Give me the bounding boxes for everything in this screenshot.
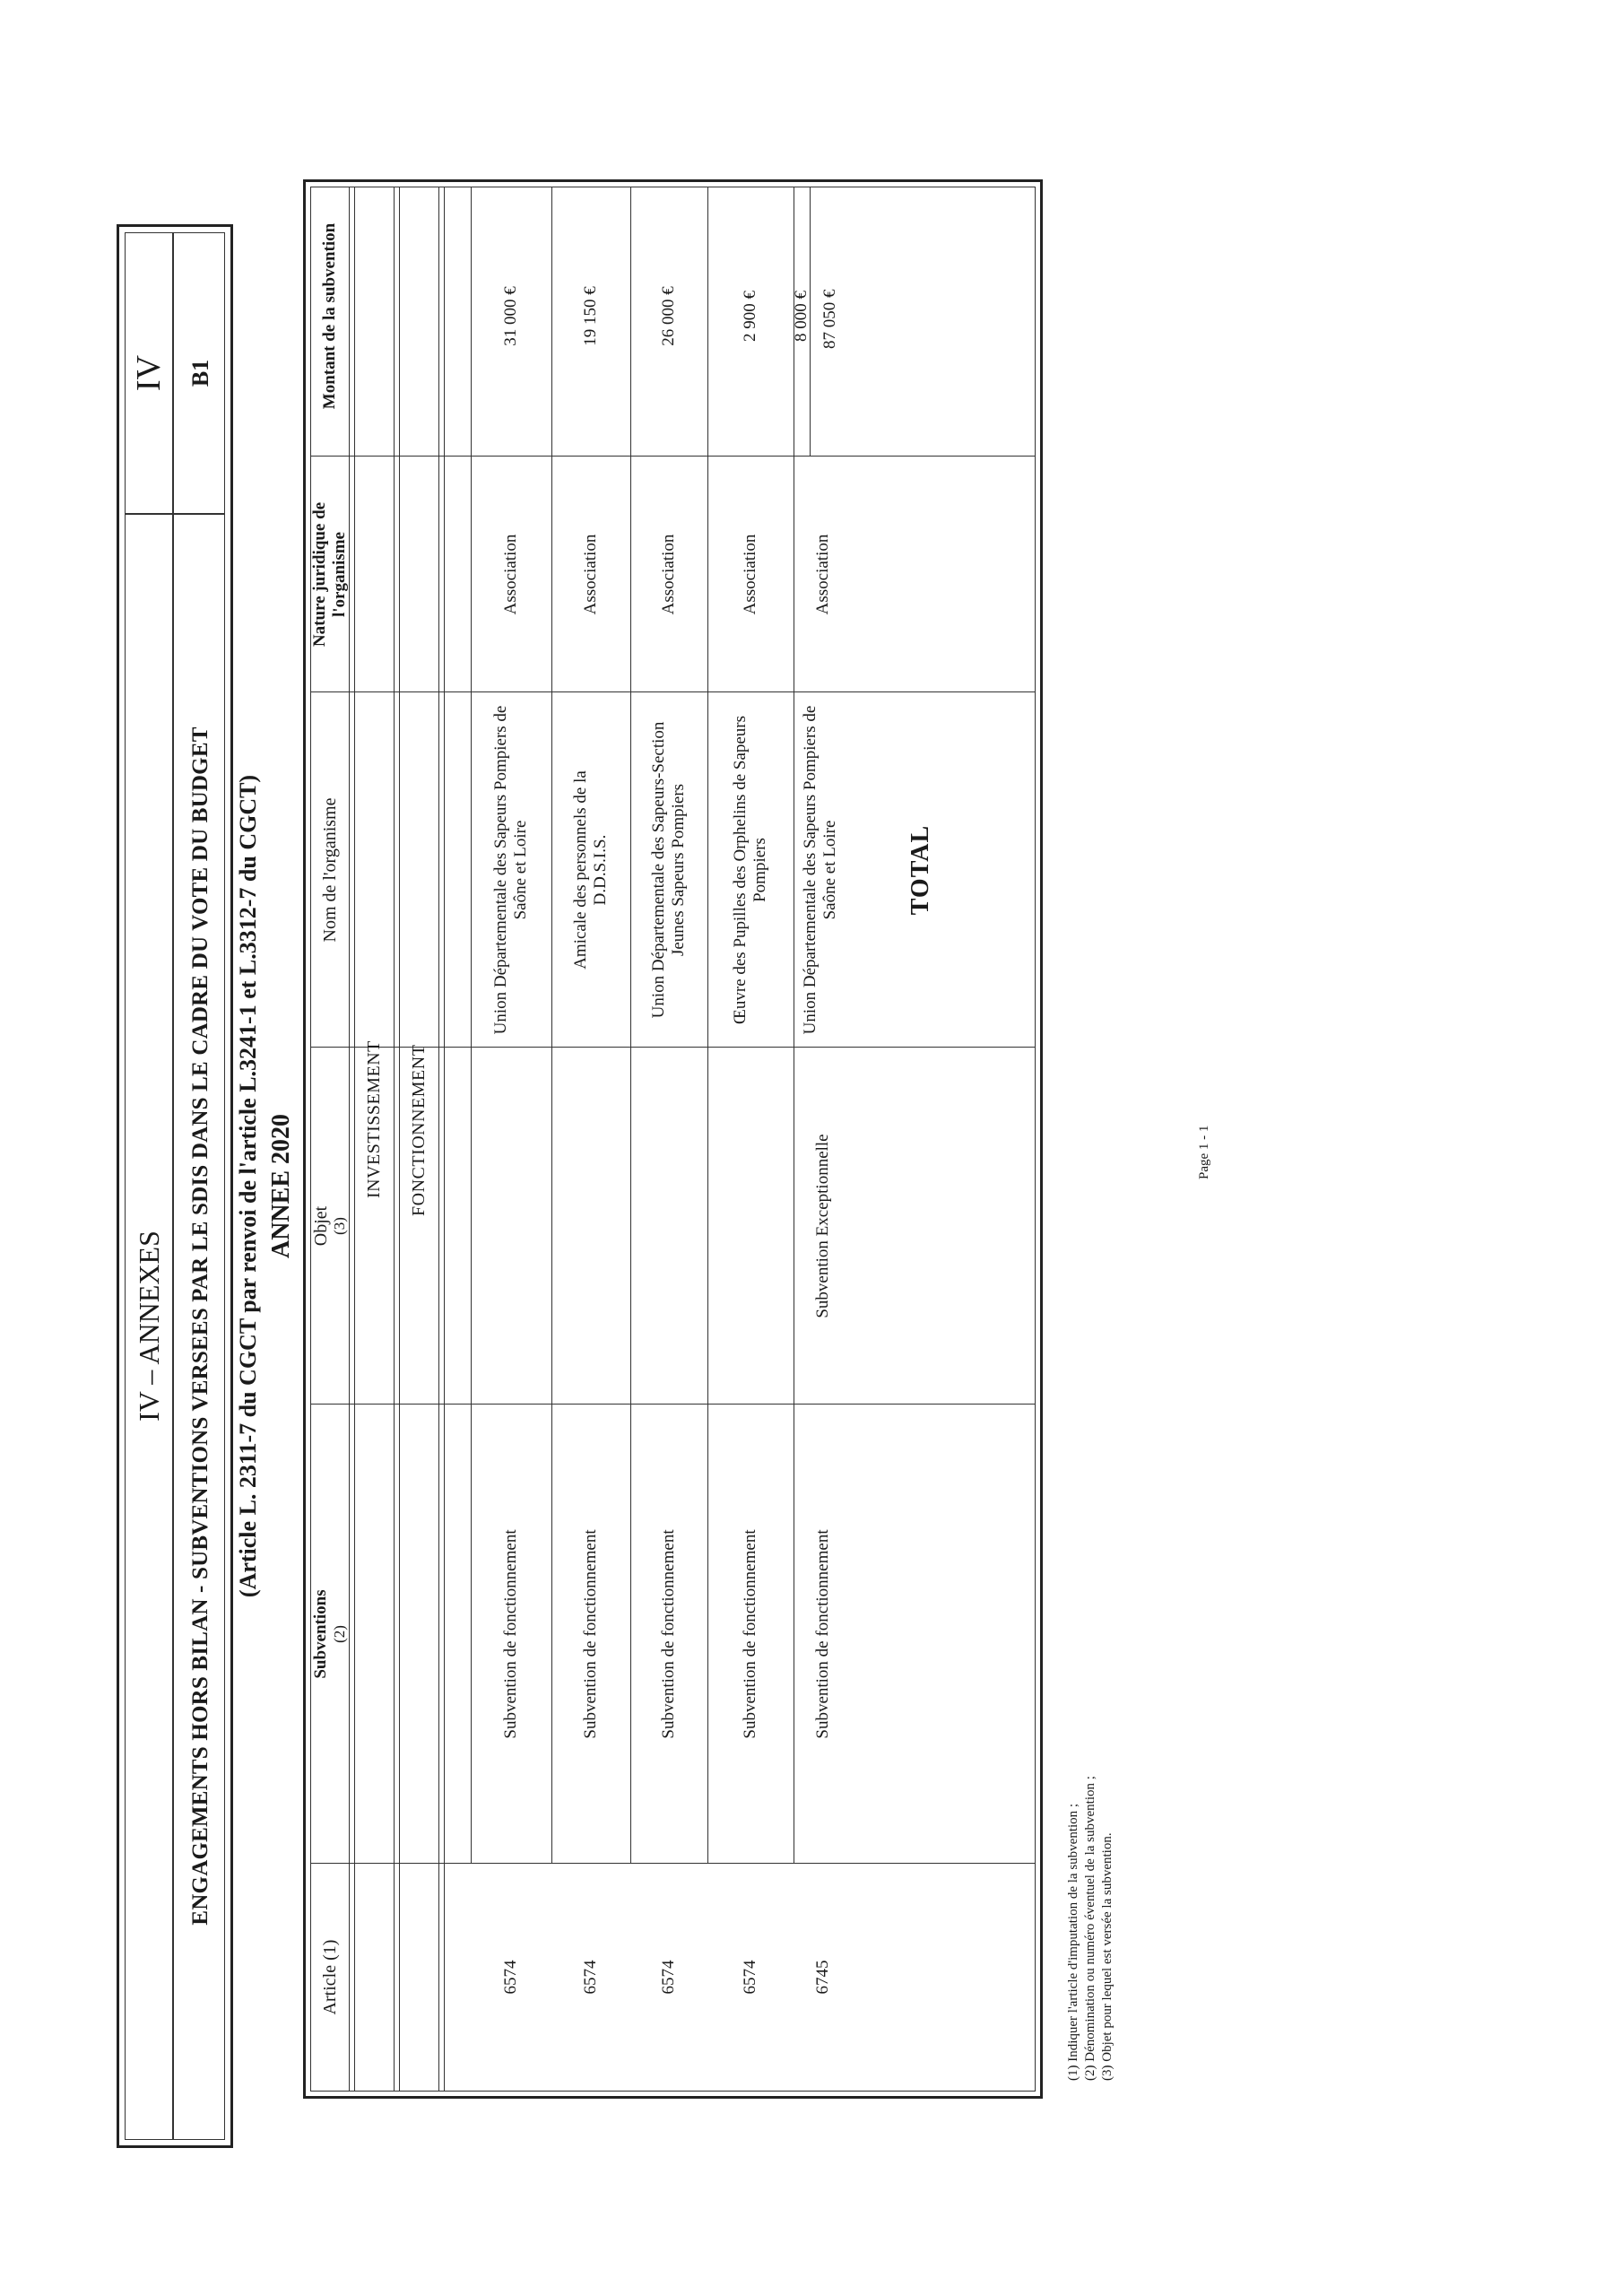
row-divider (438, 187, 439, 2091)
subventions-table (303, 179, 1043, 2099)
cell-objet (707, 1048, 794, 1405)
total-label: TOTAL (906, 824, 934, 916)
header-side (126, 233, 224, 515)
page-number: Page 1 - 1 (1197, 1125, 1211, 1179)
cell-subvention: Subvention de fonctionnement (581, 1529, 601, 1739)
cell-nature: Association (813, 534, 832, 615)
cell-nature: Association (501, 534, 521, 615)
cell-subvention: Subvention de fonctionnement (501, 1529, 521, 1739)
footnotes (1065, 1776, 1116, 2081)
section-investissement: INVESTISSEMENT (363, 1040, 384, 1198)
row-divider (394, 187, 395, 2091)
cell-nom: Union Départementale des Sapeurs-Section Jeunes Sapeurs Pompiers (649, 721, 688, 1019)
col-header-nature: Nature juridique de l'organisme (310, 501, 349, 648)
section-fonctionnement: FONCTIONNEMENT (408, 1044, 429, 1216)
col-header-nom: Nom de l'organisme (319, 797, 340, 943)
cell-article: 6574 (659, 1960, 679, 1995)
col-header-subventions-note: (2) (330, 1625, 348, 1643)
cell-objet: Subvention Exceptionnelle (813, 1134, 832, 1318)
footnote: (2) Dénomination ou numéro éventuel de la subvention ; (1083, 1776, 1097, 2081)
cell-article: 6574 (501, 1960, 521, 1995)
main-title: ENGAGEMENTS HORS BILAN - SUBVENTIONS VERSEES PAR LE SDIS DANS LE CADRE DU VOTE DU BUDGET (188, 726, 213, 1926)
cell-montant: 26 000 € (659, 286, 679, 346)
cell-nom: Amicale des personnels de la D.D.S.I.S. (571, 770, 610, 970)
year-title: ANNEE 2020 (267, 1114, 295, 1259)
col-header-subventions: Subventions (311, 1589, 331, 1679)
cell-objet (551, 1048, 630, 1405)
section-code: B1 (187, 359, 213, 387)
cell-nom: Union Départementale des Sapeurs Pompiers de Saône et Loire (801, 705, 839, 1035)
annex-title: IV – ANNEXES (126, 513, 174, 2139)
col-header-montant: Montant de la subvention (320, 222, 340, 410)
cell-article: 6574 (581, 1960, 601, 1995)
footnote: (1) Indiquer l'article d'imputation de la subvention ; (1066, 1803, 1080, 2081)
cell-nature: Association (741, 534, 760, 615)
col-header-article: Article (1) (319, 1939, 340, 2015)
total-value: 87 050 € (820, 289, 840, 349)
cell-objet (630, 1048, 707, 1405)
cell-montant: 31 000 € (501, 286, 521, 346)
cell-nature: Association (659, 534, 679, 615)
cell-nature: Association (581, 534, 601, 615)
header-main (126, 513, 224, 2139)
cell-objet (471, 1048, 551, 1405)
cell-montant: 2 900 € (741, 291, 760, 342)
cell-article: 6574 (741, 1960, 760, 1995)
legal-subtitle: (Article L. 2311-7 du CGCT par renvoi de l'article L.3241-1 et L.3312-7 du CGCT) (235, 774, 261, 1598)
cell-subvention: Subvention de fonctionnement (659, 1529, 679, 1739)
annex-code: IV (126, 233, 174, 513)
cell-montant: 19 150 € (581, 286, 601, 346)
cell-article: 6745 (813, 1960, 832, 1995)
cell-subvention: Subvention de fonctionnement (813, 1529, 832, 1739)
cell-subvention: Subvention de fonctionnement (741, 1529, 760, 1739)
cell-nom: Union Départementale des Sapeurs Pompiers de Saône et Loire (491, 705, 530, 1035)
header-frame (117, 224, 233, 2148)
cell-nom: Œuvre des Pupilles des Orphelins de Sapeurs Pompiers (731, 715, 769, 1025)
col-header-objet-note: (3) (330, 1217, 348, 1235)
col-header-objet: Objet (310, 1205, 331, 1247)
cell-montant: 8 000 € (792, 291, 811, 342)
row-divider (444, 187, 445, 2091)
footnote: (3) Objet pour lequel est versée la subvention. (1100, 1832, 1115, 2081)
